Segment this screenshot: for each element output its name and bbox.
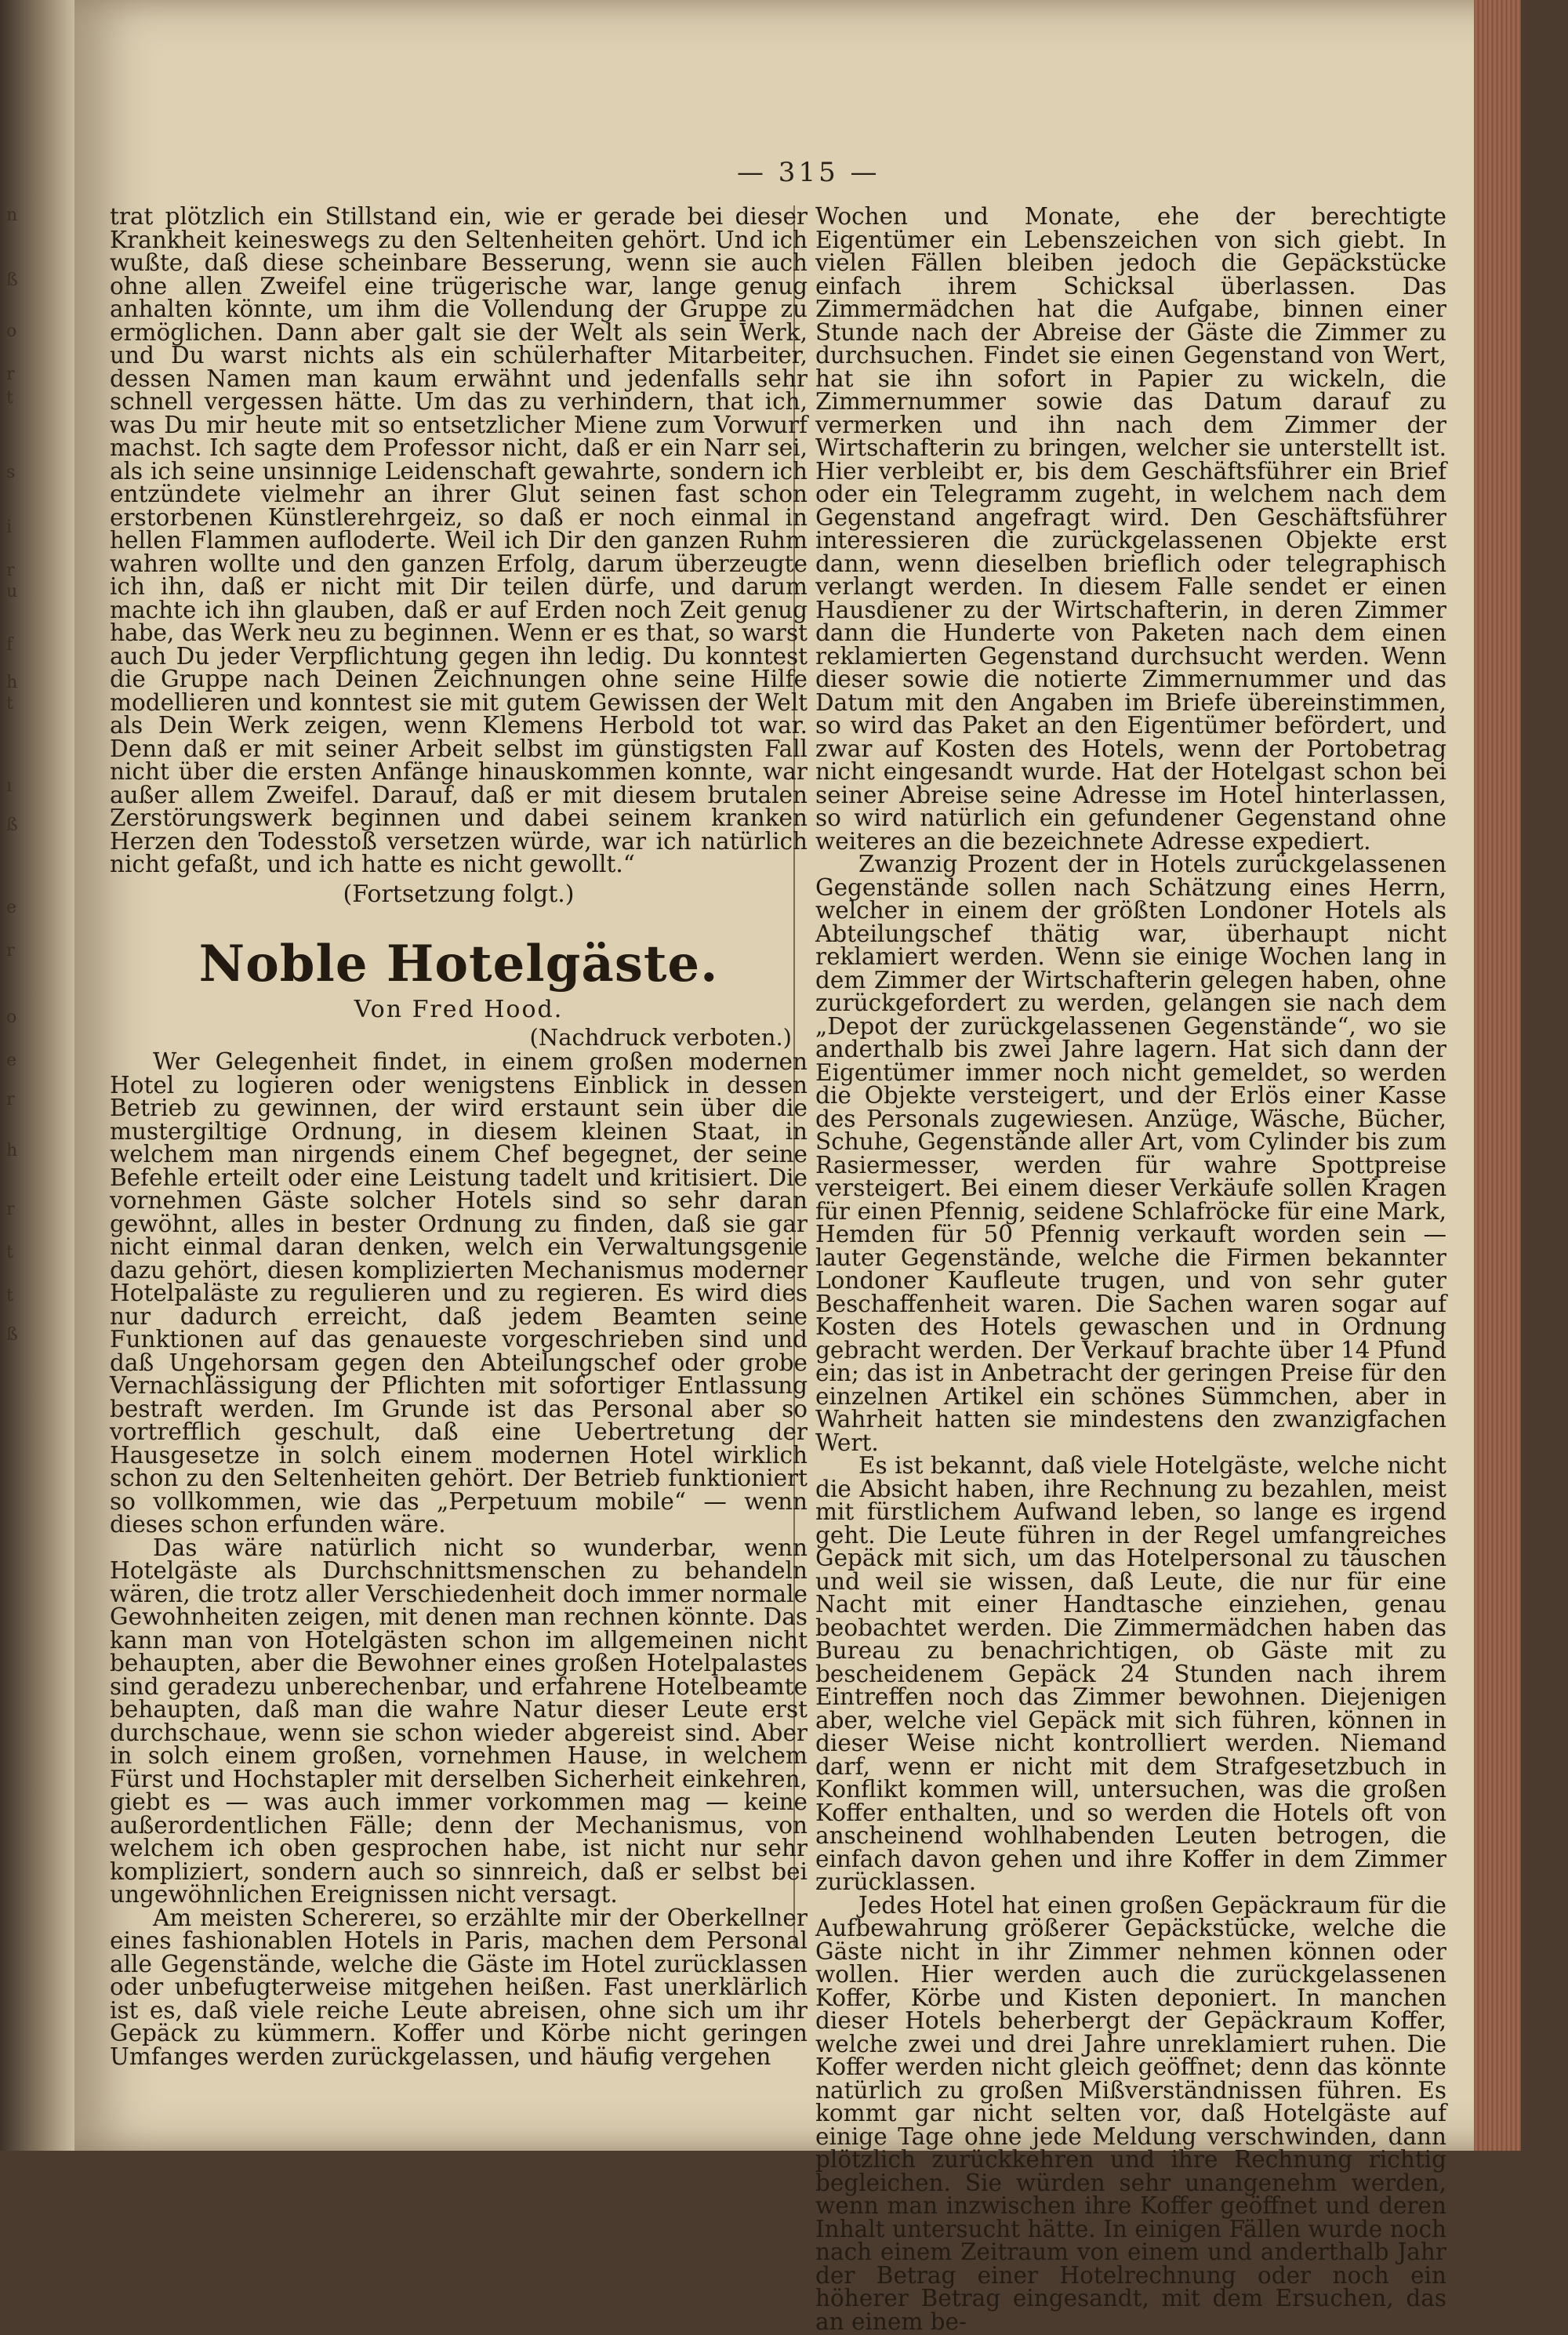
margin-fragment: r — [6, 941, 15, 961]
margin-fragment: h — [6, 673, 18, 692]
left-column — [110, 205, 808, 2068]
margin-fragment: e — [6, 1051, 17, 1070]
margin-fragment: ß — [6, 271, 18, 290]
margin-fragment: h — [6, 1141, 18, 1160]
margin-fragment: ß — [6, 815, 18, 835]
margin-fragment: r — [6, 561, 15, 580]
margin-fragment: e — [6, 898, 17, 917]
margin-fragment: t — [6, 694, 13, 714]
article-paragraph: Es ist bekannt, daß viele Hotelgäste, welche nicht die Absicht haben, ihre Rechnung zu bezahlen, meist mit fürstlichem Aufwand leben, so lange es irgend geht. Die Leute führen in der Regel umfangreiches Gepäck mit sich, um das Hotelpersonal zu täuschen und weil sie wissen, daß Leute, die nur für eine Nacht mit einer Handtasche einziehen, genau beobachtet werden. Die Zimmermädchen haben das Bureau zu benachrichtigen, ob Gäste mit zu bescheidenem Gepäck 24 Stunden nach ihrem Eintreffen noch das Zimmer bewohnen. Diejenigen aber, welche viel Gepäck mit sich führen, können in dieser Weise nicht kontrolliert werden. Niemand darf, wenn er nicht mit dem Strafgesetzbuch in Konflikt kommen will, untersuchen, was die großen Koffer enthalten, und so werden die Hotels oft von anscheinend wohlhabenden Leuten betrogen, die einfach davon gehen und ihre Koffer in dem Zimmer zurücklassen. — [815, 1452, 1446, 1895]
margin-fragment: t — [6, 1286, 13, 1305]
page-number: — 315 — — [737, 157, 880, 188]
margin-fragment: r — [6, 1090, 15, 1109]
article-paragraph: Das wäre natürlich nicht so wunderbar, wenn Hotelgäste als Durchschnittsmenschen zu behandeln wären, die trotz aller Verschiedenheit doch immer normale Gewohnheiten zeigen, mit denen man rechnen könnte. Das kann man von Hotelgästen schon im allgemeinen nicht behaupten, aber die Bewohner eines großen Hotelpalastes sind geradezu unberechenbar, und erfahrene Hotelbeamte behaupten, daß man die wahre Natur dieser Leute erst durchschaue, wenn sie schon wieder abgereist sind. Aber in solch einem großen, vornehmen Hause, in welchem Fürst und Hochstapler mit derselben Sicherheit einkehren, giebt es — was auch immer vorkommen mag — keine außerordentlichen Fälle; denn der Mechanismus, von welchem ich oben gesprochen habe, ist nicht nur sehr kompliziert, sondern auch so sinnreich, daß er selbst bei ungewöhnlichen Ereignissen nicht versagt. — [110, 1534, 808, 1908]
article-byline: Von Fred Hood. — [354, 996, 564, 1023]
margin-fragment: i — [6, 517, 13, 537]
margin-fragment: ı — [6, 776, 13, 796]
margin-fragment: o — [6, 1008, 17, 1027]
article-paragraph: Zwanzig Prozent der in Hotels zurückgelassenen Gegenstände sollen nach Schätzung eines Herrn, welcher in einem der größten Londoner Hotels als Abteilungschef thätig war, überhaupt nicht reklamiert werden. Wenn sie einige Wochen lang in dem Zimmer der Wirtschafterin gelegen haben, ohne zurückgefordert zu werden, gelangen sie nach dem „Depot der zurückgelassenen Gegenstände“, wo sie anderthalb bis zwei Jahre lagern. Hat sich dann der Eigentümer immer noch nicht gemeldet, so werden die Objekte versteigert, und der Erlös einer Kasse des Personals zugewiesen. Anzüge, Wäsche, Bücher, Schuhe, Gegenstände aller Art, vom Cylinder bis zum Rasiermesser, werden für wahre Spottpreise versteigert. Bei einem dieser Verkäufe sollen Kragen für einen Pfennig, seidene Schlafröcke für eine Mark, Hemden für 50 Pfennig verkauft worden sein — lauter Gegenstände, welche die Firmen bekannter Londoner Kaufleute trugen, und von sehr guter Beschaffenheit waren. Die Sachen waren sogar auf Kosten des Hotels gewaschen und in Ordnung gebracht werden. Der Verkauf brachte über 14 Pfund ein; das ist in Anbetracht der geringen Preise für den einzelnen Artikel ein schönes Sümmchen, aber in Wahrheit hatten sie mindestens den zwanzigfachen Wert. — [815, 851, 1446, 1456]
facing-page-margin — [0, 0, 74, 2151]
margin-fragment: u — [6, 582, 18, 601]
article-paragraph: Wochen und Monate, ehe der berechtigte Eigentümer ein Lebenszeichen von sich giebt. In vielen Fällen bleiben jedoch die Gepäckstücke einfach ihrem Schicksal überlassen. Das Zimmermädchen hat die Aufgabe, binnen einer Stunde nach der Abreise der Gäste die Zimmer zu durchsuchen. Findet sie einen Gegenstand von Wert, hat sie ihn sofort in Papier zu wickeln, die Zimmernummer sowie das Datum darauf zu vermerken und ihn nach dem Zimmer der Wirtschafterin zu bringen, welcher sie unterstellt ist. Hier verbleibt er, bis dem Geschäftsführer ein Brief oder ein Telegramm zugeht, in welchem nach dem Gegenstand angefragt wird. Den Geschäftsführer interessieren die zurückgelassenen Objekte erst dann, wenn dieselben brieflich oder telegraphisch verlangt werden. In diesem Falle sendet er einen Hausdiener zu der Wirtschafterin, in deren Zimmer dann die Hunderte von Paketen nach dem einen reklamierten Gegenstand durchsucht werden. Wenn dieser sowie die notierte Zimmernummer und das Datum mit den Angaben im Briefe übereinstimmen, so wird das Paket an den Eigentümer befördert, und zwar auf Kosten des Hotels, wenn der Portobetrag nicht eingesandt wurde. Hat der Hotelgast schon bei seiner Abreise seine Adresse im Hotel hinterlassen, so wird natürlich ein gefundener Gegenstand ohne weiteres an die bezeichnete Adresse expediert. — [815, 203, 1446, 855]
margin-fragment: n — [6, 205, 18, 225]
margin-fragment: o — [6, 321, 17, 341]
margin-fragment: s — [6, 463, 16, 482]
margin-fragment: f — [6, 635, 13, 655]
article-paragraph: Wer Gelegenheit findet, in einem großen modernen Hotel zu logieren oder wenigstens Einblick in dessen Betrieb zu gewinnen, der wird erstaunt sein über die mustergiltige Ordnung, in diesem kleinen Staat, in welchem man nirgends einem Chef begegnet, der seine Befehle erteilt oder eine Leistung tadelt und kritisiert. Die vornehmen Gäste solcher Hotels sind so sehr daran gewöhnt, alles in bester Ordnung zu finden, daß sie gar nicht einmal daran denken, welch ein Verwaltungsgenie dazu gehört, diesen komplizierten Mechanismus moderner Hotelpaläste zu regulieren und zu regieren. Es wird dies nur dadurch erreicht, daß jedem Beamten seine Funktionen auf das genaueste vorgeschrieben sind und daß Ungehorsam gegen den Abteilungschef oder grobe Vernachlässigung der Pflichten mit sofortiger Entlassung bestraft werden. Im Grunde ist das Personal aber so vortrefflich geschult, daß eine Uebertretung der Hausgesetze in solch einem modernen Hotel wirklich schon zu den Seltenheiten gehört. Der Betrieb funktioniert so vollkommen, wie das „Perpetuum mobile“ — wenn dieses schon erfunden wäre. — [110, 1048, 808, 1538]
margin-fragment: t — [6, 388, 13, 408]
article-paragraph: Jedes Hotel hat einen großen Gepäckraum für die Aufbewahrung größerer Gepäckstücke, welche die Gäste nicht in ihr Zimmer nehmen können oder wollen. Hier werden auch die zurückgelassenen Koffer, Körbe und Kisten deponiert. In manchen dieser Hotels beherbergt der Gepäckraum Koffer, welche zwei und drei Jahre unreklamiert ruhen. Die Koffer werden nicht gleich geöffnet; denn das könnte natürlich zu großen Mißverständnissen führen. Es kommt gar nicht selten vor, daß Hotelgäste auf einige Tage ohne jede Meldung verschwinden, dann plötzlich zurückkehren und ihre Rechnung richtig begleichen. Sie würden sehr unangenehm werden, wenn man inzwischen ihre Koffer geöffnet und deren Inhalt untersucht hätte. In einigen Fällen wurde noch nach einem Zeitraum von einem und anderthalb Jahr der Betrag einer Hotelrechnung oder noch ein höherer Betrag eingesandt, mit dem Ersuchen, das an einem be- — [815, 1891, 1446, 2335]
page-edge — [1474, 0, 1521, 2151]
article-title: Noble Hotelgäste. — [198, 935, 719, 993]
story-ending-paragraph: trat plötzlich ein Stillstand ein, wie er gerade bei dieser Krankheit keineswegs zu den Seltenheiten gehört. Und ich wußte, daß diese scheinbare Besserung, wenn sie auch ohne allen Zweifel eine trügerische war, lange genug anhalten könnte, um ihm die Vollendung der Gruppe zu ermöglichen. Dann aber galt sie der Welt als sein Werk, und Du warst nichts als ein schülerhafter Mitarbeiter, dessen Namen man kaum erwähnt und jedenfalls sehr schnell vergessen hätte. Um das zu verhindern, that ich, was Du mir heute mit so entsetzlicher Miene zum Vorwurf machst. Ich sagte dem Professor nicht, daß er ein Narr sei, als ich seine unsinnige Leidenschaft gewahrte, sondern ich entzündete vielmehr an ihrer Glut seinen fast schon erstorbenen Künstlerehrgeiz, so daß er noch einmal in hellen Flammen aufloderte. Weil ich Dir den ganzen Ruhm wahren wollte und den ganzen Erfolg, darum überzeugte ich ihn, daß er nicht mit Dir teilen dürfe, und darum machte ich ihn glauben, daß er auf Erden noch Zeit genug habe, das Werk neu zu beginnen. Wenn er es that, so warst auch Du jeder Verpflichtung gegen ihn ledig. Du konntest die Gruppe nach Deinen Zeichnungen ohne seine Hilfe modellieren und konntest sie mit gutem Gewissen der Welt als Dein Werk zeigen, wenn Klemens Herbold tot war. Denn daß er mit seiner Arbeit selbst im günstigsten Fall nicht über die ersten Anfänge hinauskommen konnte, war außer allem Zweifel. Darauf, daß er mit diesem brutalen Zerstörungswerk beginnen und dabei seinem kranken Herzen den Todesstoß versetzen würde, war ich natürlich nicht gefaßt, und ich hatte es nicht gewollt.“ — [110, 203, 808, 877]
margin-fragment: ß — [6, 1325, 18, 1345]
right-column — [815, 205, 1446, 2333]
reprint-notice: (Nachdruck verboten.) — [529, 1023, 792, 1051]
margin-fragment: t — [6, 1243, 13, 1262]
continuation-note: (Fortsetzung folgt.) — [343, 880, 575, 908]
margin-fragment: r — [6, 365, 15, 384]
margin-fragment: r — [6, 1200, 15, 1219]
article-paragraph: Am meisten Scherereı, so erzählte mir der Oberkellner eines fashionablen Hotels in Paris, machen dem Personal alle Gegenstände, welche die Gäste im Hotel zurücklassen oder unbefugterweise mitgehen heißen. Fast unerklärlich ist es, daß viele reiche Leute abreisen, ohne sich um ihr Gepäck zu kümmern. Koffer und Körbe nicht geringen Umfanges werden zurückgelassen, und häufig vergehen — [110, 1904, 808, 2070]
